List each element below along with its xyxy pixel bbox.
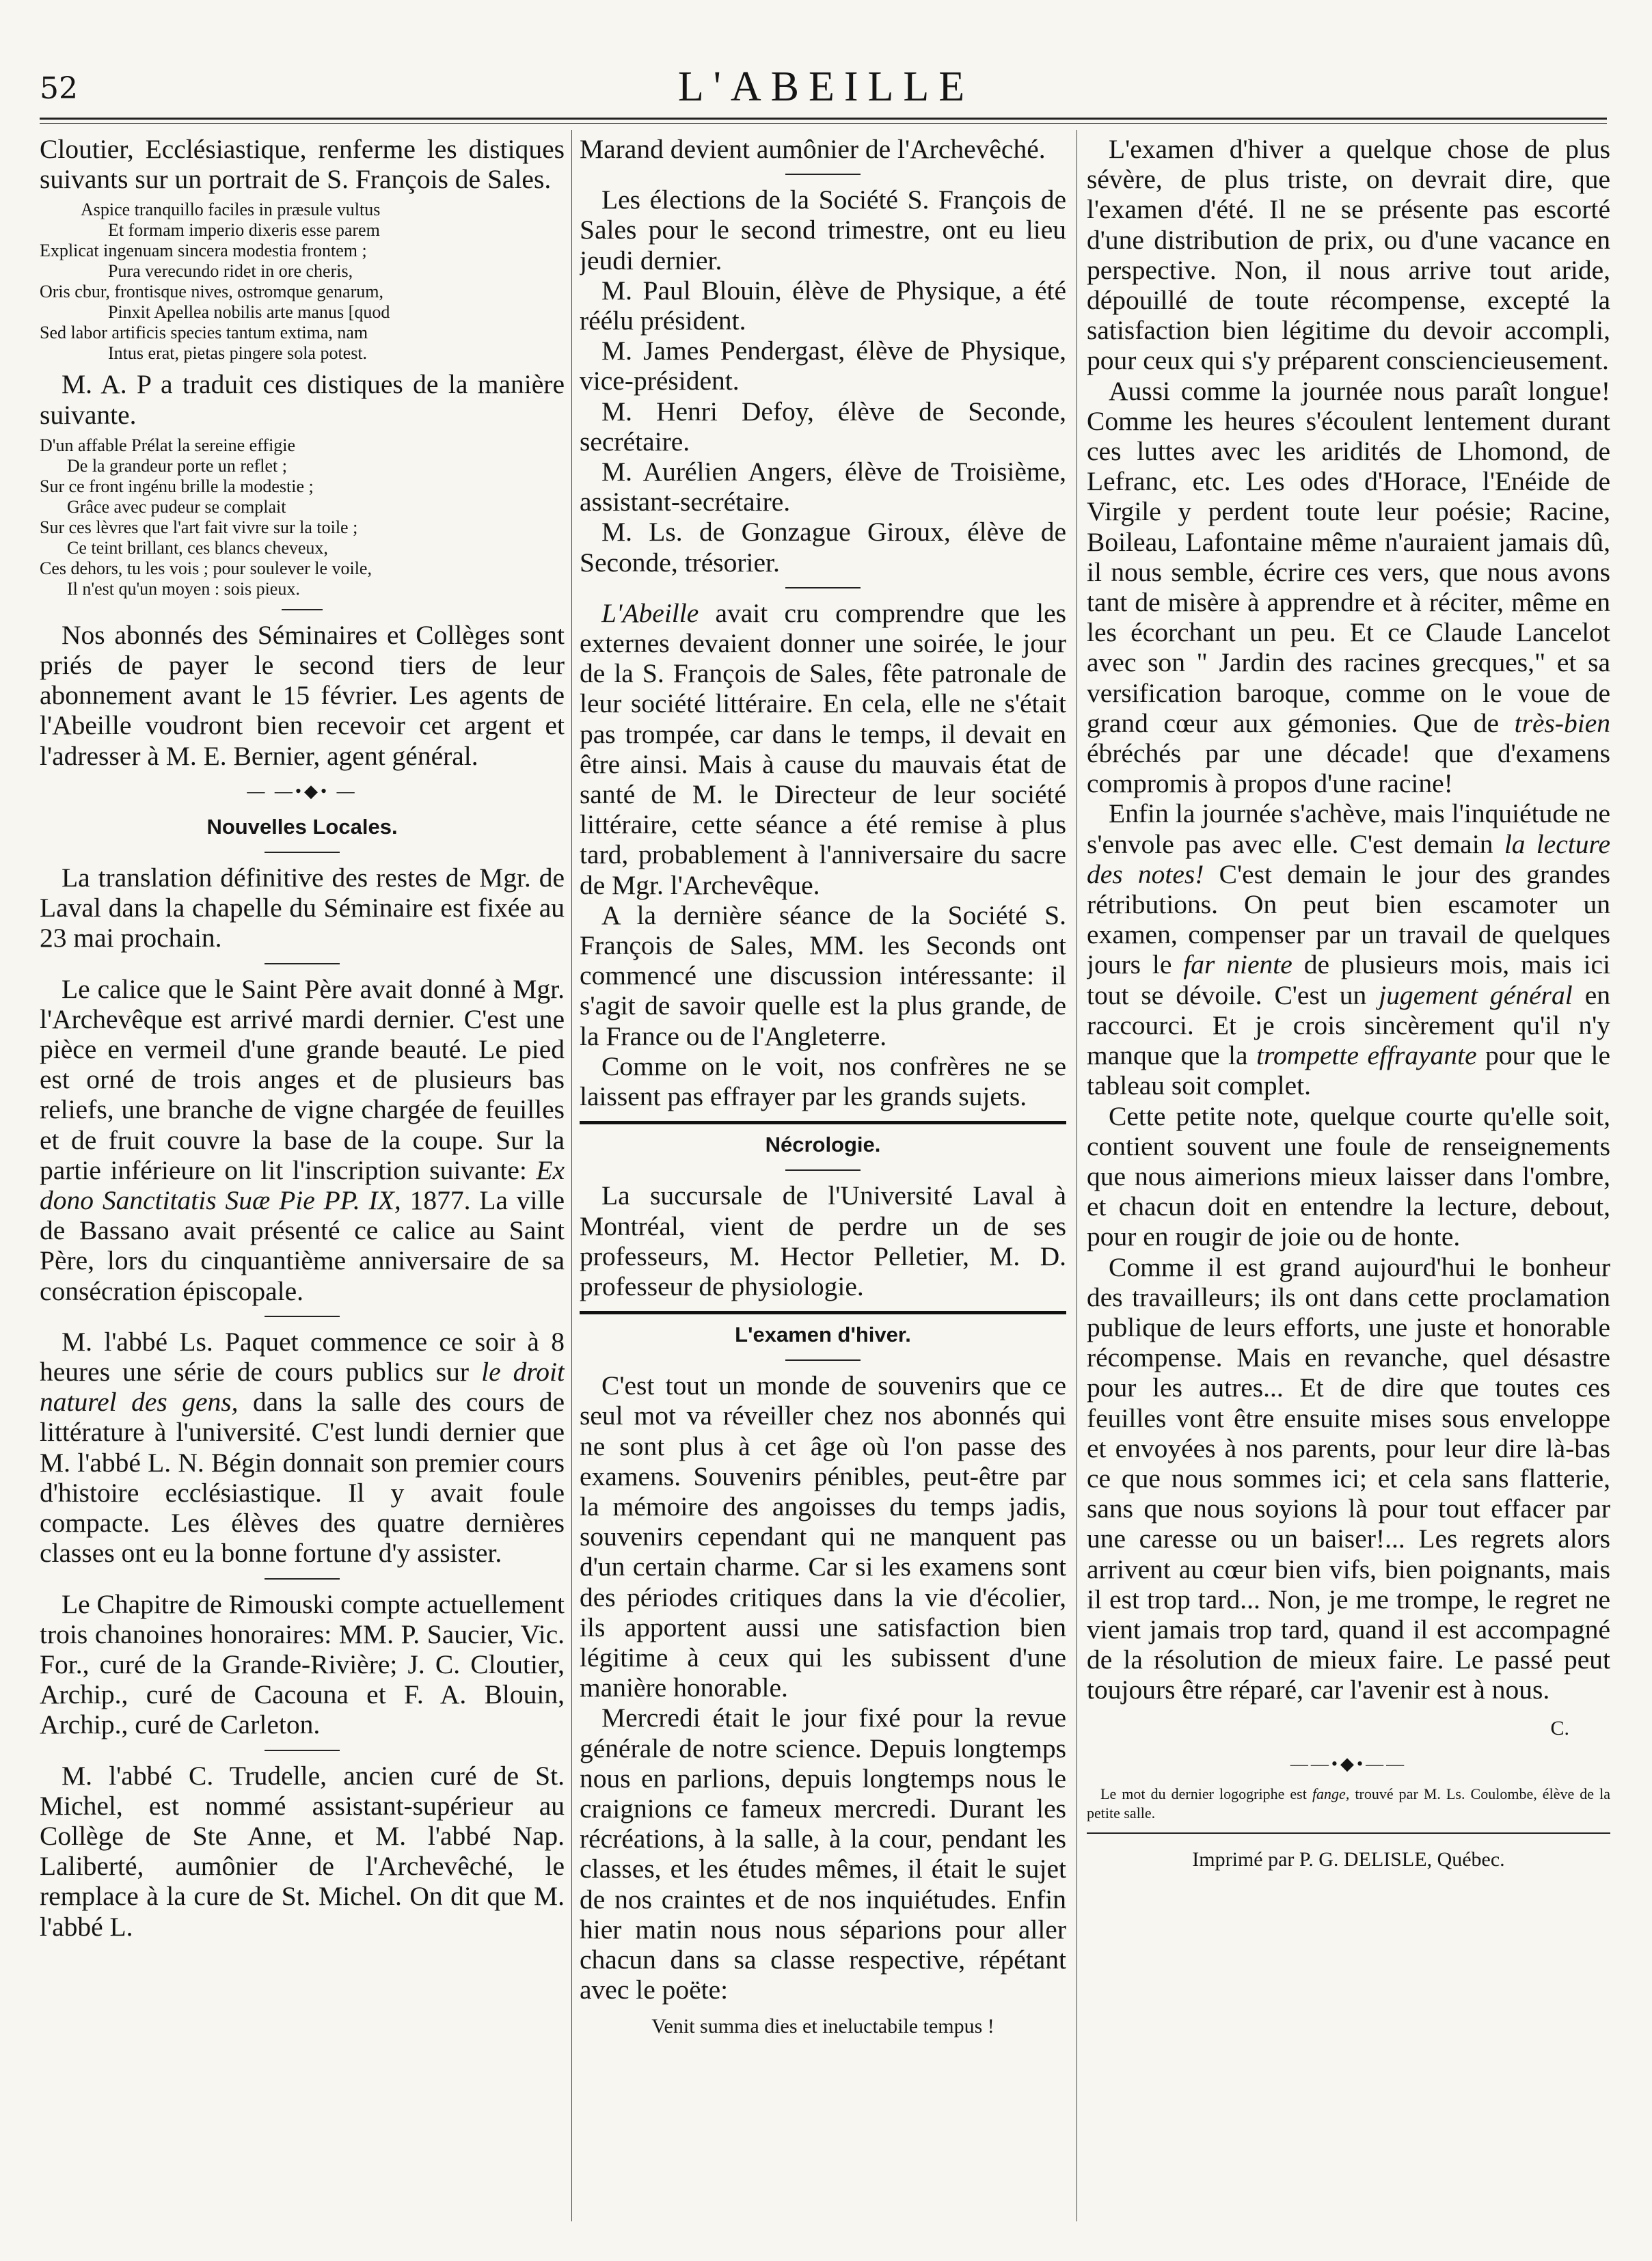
italic-text: far niente <box>1183 949 1292 980</box>
paragraph: Les élections de la Société S. François de Sales pour le second trimestre, ont eu lieu jeudi dernier. <box>580 185 1066 275</box>
column-divider <box>1076 130 1077 2221</box>
paragraph <box>1087 376 1610 799</box>
imprint: Imprimé par P. G. DELISLE, Québec. <box>1192 1847 1505 1871</box>
verse-line: Ce teint brillant, ces blancs cheveux, <box>67 537 328 558</box>
section-heading: Nécrologie. <box>765 1133 881 1157</box>
column-1 <box>40 134 565 2239</box>
latin-quote: Venit summa dies et ineluctabile tempus ! <box>651 2015 994 2038</box>
column-divider <box>571 130 572 2221</box>
italic-text: L'Abeille <box>601 597 699 628</box>
paragraph <box>580 598 1066 900</box>
masthead-title: L'ABEILLE <box>677 64 975 110</box>
verse-line: Ces dehors, tu les vois ; pour soulever le voile, <box>40 558 372 578</box>
latin-verse <box>40 200 565 364</box>
verse-line: Pinxit Apellea nobilis arte manus [quod <box>108 302 390 323</box>
verse-line: Aspice tranquillo faciles in præsule vultus <box>81 200 381 220</box>
italic-text: le droit naturel des gens, <box>40 1357 565 1418</box>
footer-rule <box>1087 1832 1610 1834</box>
verse-line: De la grandeur porte un reflet ; <box>67 455 287 476</box>
verse-line: Sur ces lèvres que l'art fait vivre sur la toile ; <box>40 517 358 537</box>
text: Enfin la journée s'achève, mais l'inquiétude ne s'envole pas avec elle. C'est demain <box>1087 798 1610 859</box>
column-2 <box>580 134 1066 2239</box>
italic-text: la lecture des notes! <box>1087 828 1610 889</box>
separator <box>265 1578 340 1580</box>
text: C'est demain le jour des grandes rétributions. On peut bien escamoter un examen, compenser par un travail de quelques jours le <box>1087 858 1610 980</box>
paragraph: Comme il est grand aujourd'hui le bonheur des travailleurs; ils ont dans cette proclamation publique de leurs efforts, une juste et honorable récompense. Mais en revanche, quel désastre pour les autres... Et de dire que toutes ces feuilles vont être ensuite mises sous enveloppe et envoyées à nos parents, pour leur dire là-bas ce que nous sommes ici; et cela sans flatterie, sans que nous soyions là pour tout effacer par une caresse ou un baiser!... Les regrets alors arrivent au cœur bien vifs, bien poignants, mais il est trop tard... Non, je me trompe, le regret ne vient jamais trop tard, quand il est accompagné de la résolution de mieux faire. Le passé peut toujours être réparé, car l'avenir est à nous. <box>1087 1251 1610 1705</box>
italic-text: Ex dono Sanctitatis Suæ Pie PP. IX, <box>40 1154 565 1216</box>
text: pour que le tableau soit complet. <box>1087 1040 1610 1101</box>
paragraph: La succursale de l'Université Laval à Montréal, vient de perdre un de ses professeurs, M. Hector Pelletier, M. D. professeur de physiologie. <box>580 1180 1066 1301</box>
separator <box>265 1316 340 1317</box>
paragraph: M. Ls. de Gonzague Giroux, élève de Seconde, trésorier. <box>580 517 1066 578</box>
verse-line: Sed labor artificis species tantum extima, nam <box>40 323 368 343</box>
paragraph: Le Chapitre de Rimouski compte actuellement trois chanoines honoraires: MM. P. Saucier, Vic. For., curé de la Grande-Rivière; J. C. Cloutier, Archip., curé de Cacouna et F. A. Blouin, Archip., curé de Carleton. <box>40 1588 565 1740</box>
italic-text: très-bien <box>1514 707 1610 738</box>
paragraph: C'est tout un monde de souvenirs que ce seul mot va réveiller chez nos abonnés qui ne sont plus à cet âge où l'on passe des examens. Souvenirs pénibles, peut-être par la mémoire des angoisses du temps jadis, souvenirs cependant qui ne manquent pas d'un certain charme. Car si les examens sont des périodes critiques dans la vie d'écolier, ils apportent aussi une satisfaction bien légitime à ceux qui les subissent d'une manière honorable. <box>580 1370 1066 1703</box>
text: de plusieurs mois, mais ici tout se dévoile. C'est un <box>1087 949 1610 1010</box>
paragraph: Marand devient aumônier de l'Archevêché. <box>580 134 1046 164</box>
ornament-separator: — —•◆• — <box>247 781 357 801</box>
paragraph: M. James Pendergast, élève de Physique, vice-président. <box>580 336 1066 396</box>
text: avait cru comprendre que les externes devaient donner une soirée, le jour de la S. François de Sales, fête patronale de leur société littéraire. En cela, elle ne s'était pas trompée, car dans le temps, il devait en être ainsi. Mais à cause du mauvais état de santé de M. le Directeur de leur société littéraire, cette séance a été remise à plus tard, probablement à l'anniversaire du sacre de Mgr. l'Archevêque. <box>580 597 1066 900</box>
paragraph: Comme on le voit, nos confrères ne se laissent pas effrayer par les grands sujets. <box>580 1051 1066 1112</box>
paragraph <box>40 1327 565 1569</box>
italic-text: trompette effrayante <box>1256 1040 1477 1071</box>
signature: C. <box>1550 1716 1569 1739</box>
separator <box>785 1169 861 1171</box>
verse-line: Pura verecundo ridet in ore cheris, <box>108 261 353 282</box>
text: dans la salle des cours de littérature à l'université. C'est lundi dernier que M. l'abbé L. N. Bégin donnait son premier cours d'histoire ecclésiastique. Il y avait foule compacte. Les élèves des quatre dernières classes ont eu la bonne fortune d'y assister. <box>40 1387 565 1569</box>
text: M. l'abbé Ls. Paquet commence ce soir à 8 heures une série de cours publics sur <box>40 1326 565 1387</box>
paragraph <box>1087 798 1610 1100</box>
section-heading: L'examen d'hiver. <box>735 1323 911 1347</box>
paragraph: M. l'abbé C. Trudelle, ancien curé de St. Michel, est nommé assistant-supérieur au Collège de Ste Anne, et M. l'abbé Nap. Laliberté, aumônier de l'Archevêché, le remplace à la cure de St. Michel. On dit que M. l'abbé L. <box>40 1760 565 1942</box>
separator <box>785 587 861 588</box>
paragraph: Mercredi était le jour fixé pour la revue générale de notre science. Depuis longtemps nous en parlions, depuis longtemps nous le craignions ce fameux mercredi. Durant les récréations, à la salle, à la cour, pendant les classes, et les études mêmes, il était le sujet de nos craintes et de nos inquiétudes. Enfin hier matin nous nous séparions pour aller chacun dans sa classe respective, répétant avec le poëte: <box>580 1703 1066 2005</box>
separator <box>785 174 861 175</box>
logogriph-note <box>1087 1785 1610 1823</box>
separator <box>785 1359 861 1361</box>
paragraph <box>40 974 565 1306</box>
paragraph: M. Paul Blouin, élève de Physique, a été réélu président. <box>580 275 1066 336</box>
paragraph: Cette petite note, quelque courte qu'elle soit, contient souvent une foule de renseignements que nous aimerions mieux laisser dans l'ombre, et chacun doit en entendre la lecture, debout, pour en rougir de joie ou de honte. <box>1087 1100 1610 1252</box>
text: Le calice que le Saint Père avait donné à Mgr. l'Archevêque est arrivé mardi dernier. C'est une pièce en vermeil d'une grande beauté. Le pied est orné de trois anges et de plusieurs bas reliefs, une branche de vigne chargée de feuilles et de fruit couvre la base de la coupe. Sur la partie inférieure on lit l'inscription suivante: <box>40 973 565 1185</box>
italic-text: fange, <box>1312 1785 1350 1802</box>
text: Aussi comme la journée nous paraît longue! Comme les heures s'écoulent lentement durant ces luttes avec les aridités de Lhomond, de Lefranc, etc. Les odes d'Horace, l'Enéide de Virgile y perdent toute leur poésie; Racine, Boileau, Lafontaine même n'auraient jamais dû, il nous semble, écrire ces vers, que nous avons tant de misère à apprendre et à réciter, même en les écorchant un peu. Et ce Claude Lancelot avec son " Jardin des racines grecques," et sa versification baroque, comme on le voue de grand cœur aux gémonies. Que de <box>1087 375 1610 738</box>
paragraph: La translation définitive des restes de Mgr. de Laval dans la chapelle du Séminaire est fixée au 23 mai prochain. <box>40 863 565 953</box>
verse-line: Grâce avec pudeur se complait <box>67 496 286 517</box>
verse-line: Oris cbur, frontisque nives, ostromque genarum, <box>40 282 383 302</box>
separator <box>265 1750 340 1751</box>
verse-line: Explicat ingenuam sincera modestia frontem ; <box>40 241 367 261</box>
page-number: 52 <box>40 71 78 106</box>
french-verse <box>40 435 565 599</box>
separator <box>265 963 340 964</box>
paragraph: M. Aurélien Angers, élève de Troisième, assistant-secrétaire. <box>580 457 1066 517</box>
italic-text: jugement général <box>1379 979 1573 1010</box>
paragraph: Nos abonnés des Séminaires et Collèges sont priés de payer le second tiers de leur abonnement avant le 15 février. Les agents de l'Abeille voudront bien recevoir cet argent et l'adresser à M. E. Bernier, agent général. <box>40 619 565 771</box>
text: trouvé par M. Ls. Coulombe, élève de la petite salle. <box>1087 1785 1610 1822</box>
verse-line: Et formam imperio dixeris esse parem <box>108 220 380 241</box>
paragraph: A la dernière séance de la Société S. François de Sales, MM. les Seconds ont commencé une discussion intéressante: il s'agit de savoir quelle est la plus grande, de la France ou de l'Angleterre. <box>580 899 1066 1051</box>
paragraph: Cloutier, Ecclésiastique, renferme les distiques suivants sur un portrait de S. François de Sales. <box>40 134 565 195</box>
section-heading: Nouvelles Locales. <box>206 815 398 839</box>
heavy-rule <box>580 1311 1066 1314</box>
text: en raccourci. Et je crois sincèrement qu'il n'y manque que la <box>1087 979 1610 1071</box>
text: Le mot du dernier logogriphe est <box>1100 1785 1307 1802</box>
masthead-rule-thin <box>40 123 1607 124</box>
heavy-rule <box>580 1121 1066 1124</box>
verse-line: Il n'est qu'un moyen : sois pieux. <box>67 578 300 599</box>
text: ébréchés par une décade! que d'examens compromis à propos d'une racine! <box>1087 738 1610 799</box>
separator <box>265 852 340 853</box>
column-3 <box>1087 134 1610 2239</box>
paragraph: L'examen d'hiver a quelque chose de plus sévère, de plus triste, on devrait dire, que l'examen d'été. Il ne se présente pas escorté d'une distribution de prix, ou d'une vacance en perspective. Non, il nous arrive tout aride, dépouillé de toute récompense, excepté la satisfaction bien légitime du devoir accompli, pour ceux qui s'y préparent consciencieusement. <box>1087 134 1610 376</box>
verse-line: Sur ce front ingénu brille la modestie ; <box>40 476 314 496</box>
paragraph: M. A. P a traduit ces distiques de la manière suivante. <box>40 369 565 430</box>
verse-line: D'un affable Prélat la sereine effigie <box>40 435 296 455</box>
separator <box>282 609 323 610</box>
ornament-separator: ——•◆•—— <box>1290 1753 1407 1774</box>
text: 1877. La ville de Bassano avait présenté ce calice au Saint Père, lors du cinquantième anniversaire de sa consécration épiscopale. <box>40 1185 565 1306</box>
masthead-rule <box>40 118 1607 120</box>
verse-line: Intus erat, pietas pingere sola potest. <box>108 343 368 364</box>
paragraph: M. Henri Defoy, élève de Seconde, secrétaire. <box>580 396 1066 457</box>
